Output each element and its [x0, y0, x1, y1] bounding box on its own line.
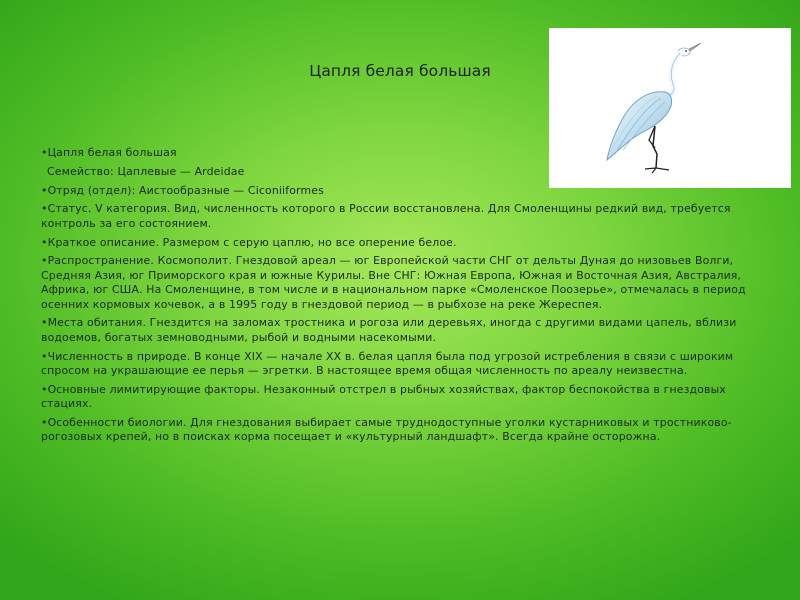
slide-title: Цапля белая большая: [309, 62, 491, 80]
list-item: •Особенности биологии. Для гнездования выбирает самые труднодоступные уголки кустарниковых и тростниково-рогозовых крепей, но в поисках корма посещает и «культурный ландшафт». Всегда крайне осторожна.: [41, 416, 732, 444]
list-item: •Отряд (отдел): Аистообразные — Ciconiiformes: [41, 183, 324, 197]
list-item: •Краткое описание. Размером с серую цаплю, но все оперение белое.: [41, 235, 457, 249]
list-item: •Цапля белая большая: [41, 146, 177, 159]
species-description: [41, 146, 769, 449]
list-item: •Статус. V категория. Вид, численность которого в России восстановлена. Для Смоленщины редкий вид, требуется контроль за его состоянием.: [41, 202, 731, 230]
list-item: Семейство: Цаплевые — Ardeidae: [47, 164, 245, 178]
list-item: •Основные лимитирующие факторы. Незаконный отстрел в рыбных хозяйствах, фактор беспокойства в гнездовых стациях.: [41, 382, 726, 411]
list-item: •Численность в природе. В конце XIX — начале XX в. белая цапля была под угрозой истребления в связи с широким спросом на украшающие ее перья — эгретки. В настоящее время общая численность по ареалу неизвестна.: [41, 349, 734, 378]
list-item: •Распространение. Космополит. Гнездовой ареал — юг Европейской части СНГ от дельты Дуная до низовьев Волги, Средняя Азия, юг Приморского края и южные Курилы. Вне СНГ: Южная Европа, Южная и Восточная Азия, Австралия, Африка, юг США. На Смоленщине, в том числе и в национальном парке «Смоленское Поозерье», отмечалась в период осенних кормовых кочевок, а в 1995 году в гнездовой период — в рыбхозе на реке Жереспея.: [41, 254, 746, 311]
list-item: •Места обитания. Гнездится на заломах тростника и рогоза или деревьях, иногда с другими видами цапель, вблизи водоемов, богатых земноводными, рыбой и водными насекомыми.: [41, 316, 737, 344]
